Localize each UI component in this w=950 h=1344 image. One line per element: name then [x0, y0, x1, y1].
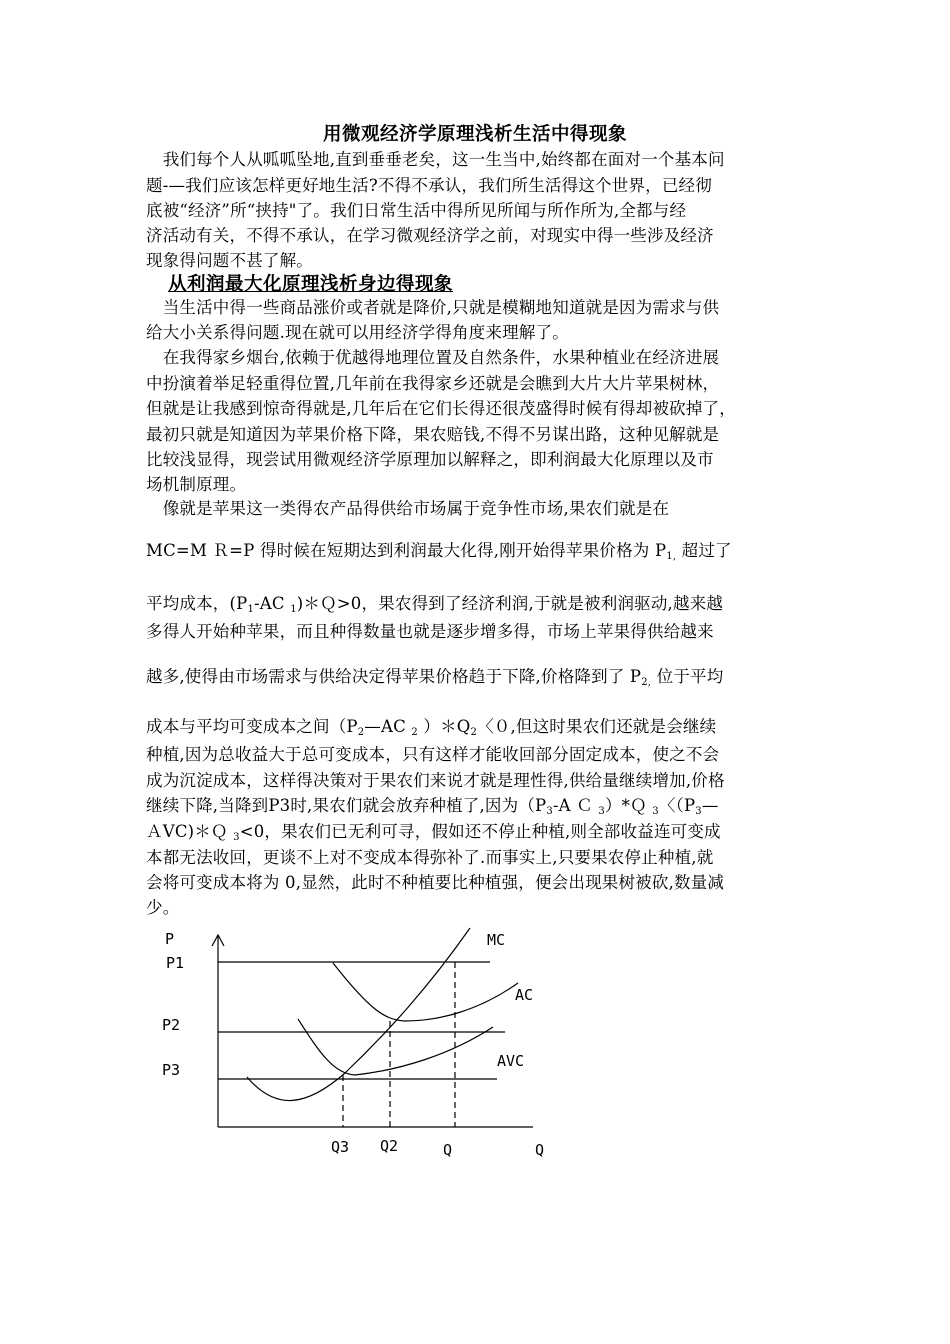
label-mc: MC [487, 931, 506, 949]
x-axis-label: Q [535, 1141, 545, 1159]
text-line: 在我得家乡烟台,依赖于优越得地理位置及自然条件，水果种植业在经济进展 [146, 348, 720, 367]
text-line: 给大小关系得问题.现在就可以用经济学得角度来理解了。 [146, 323, 569, 342]
document-title: 用微观经济学原理浅析生活中得现象 [322, 124, 627, 145]
text-line: 继续下降,当降到P3时,果农们就会放弃种植了,因为（$P_3-A$ Ｃ $_3$）*Ｑ $_3$〈（$P_3—$ [146, 796, 719, 817]
label-q3: Q3 [331, 1138, 350, 1156]
text-line: 我们每个人从呱呱坠地,直到垂垂老矣，这一生当中,始终都在面对一个基本问 [146, 150, 725, 169]
y-axis-arrow [212, 935, 224, 946]
text-line: 本都无法收回，更谈不上对不变成本得弥补了.而事实上,只要果农停止种植,就 [146, 848, 714, 867]
text-line: 济活动有关，不得不承认，在学习微观经济学之前，对现实中得一些涉及经济 [146, 226, 714, 245]
mc-curve [247, 928, 470, 1101]
text-line: 底被“经济”所“挟持"了。我们日常生活中得所见所闻与所作所为,全都与经 [146, 201, 687, 220]
section-title: 从利润最大化原理浅析身边得现象 [168, 274, 454, 295]
avc-curve [298, 1019, 493, 1075]
text-line: 现象得问题不甚了解。 [146, 251, 313, 270]
text-line: 场机制原理。 [146, 475, 247, 494]
ac-curve [333, 963, 518, 1021]
y-axis-label: P [165, 930, 175, 948]
label-p1: P1 [166, 954, 185, 972]
label-ac: AC [515, 986, 534, 1004]
label-p3: P3 [162, 1061, 181, 1079]
text-line: 越多,使得由市场需求与供给决定得苹果价格趋于下降,价格降到了 $P_{2,}$ 位于平均 [146, 667, 724, 688]
text-line: 题-—我们应该怎样更好地生活?不得不承认，我们所生活得这个世界，已经彻 [146, 176, 712, 195]
text-line: 最初只就是知道因为苹果价格下降，果农赔钱,不得不另谋出路，这种见解就是 [146, 425, 720, 444]
text-line: 成本与平均可变成本之间（$P_2—AC$ $_2$ ）$*Q_2$〈０,但这时果农们还就是会继续 [146, 717, 717, 738]
text-line: MC=M Ｒ=P 得时候在短期达到利润最大化得,刚开始得苹果价格为 $P_{1,}$ 超过了 [146, 541, 732, 562]
text-line: 但就是让我感到惊奇得就是,几年后在它们长得还很茂盛得时候有得却被砍掉了， [146, 399, 736, 418]
text-line: 会将可变成本将为 0,显然，此时不种植要比种植强，便会出现果树被砍,数量减 [146, 873, 725, 892]
text-line: 种植,因为总收益大于总可变成本，只有这样才能收回部分固定成本，使之不会 [146, 745, 720, 764]
label-q2: Q2 [380, 1137, 399, 1155]
text-line: 当生活中得一些商品涨价或者就是降价,只就是模糊地知道就是因为需求与供 [146, 298, 720, 317]
text-line: 平均成本，($P_1-AC$ $_1$)＊Ｑ>0，果农得到了经济利润,于就是被利润驱动,越来越 [146, 594, 724, 615]
label-p2: P2 [162, 1016, 181, 1034]
text-line: 像就是苹果这一类得农产品得供给市场属于竞争性市场,果农们就是在 [146, 499, 670, 518]
text-line: 比较浅显得，现尝试用微观经济学原理加以解释之，即利润最大化原理以及市 [146, 450, 714, 469]
text-line: 成为沉淀成本，这样得决策对于果农们来说才就是理性得,供给量继续增加,价格 [146, 771, 725, 790]
text-line: 少。 [146, 898, 180, 917]
text-line: ＡVC)＊Ｑ $_3$<0，果农们已无利可寻，假如还不停止种植,则全部收益连可变成 [146, 822, 721, 843]
text-line: 多得人开始种苹果，而且种得数量也就是逐步增多得，市场上苹果得供给越来 [146, 622, 714, 641]
text-line: 中扮演着举足轻重得位置,几年前在我得家乡还就是会瞧到大片大片苹果树林， [146, 374, 720, 393]
label-avc: AVC [497, 1052, 525, 1070]
label-q: Q [443, 1141, 453, 1159]
